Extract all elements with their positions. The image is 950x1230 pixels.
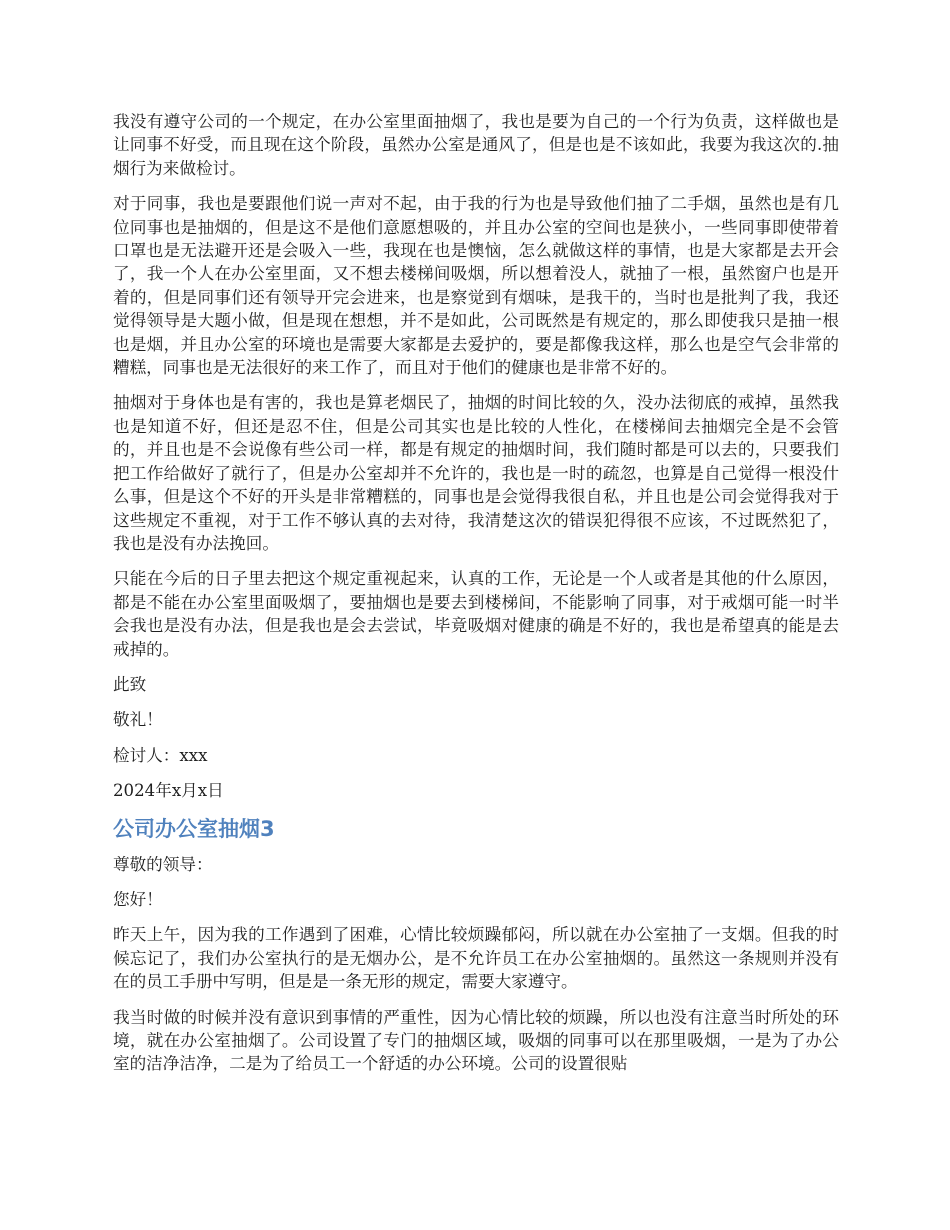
document-page [113,110,839,1088]
body-paragraph-2: 对于同事，我也是要跟他们说一声对不起，由于我的行为也是导致他们抽了二手烟，虽然也是有几位同事也是抽烟的，但是这不是他们意愿想吸的，并且办公室的空间也是狭小，一些同事即使带着口罩也是无法避开还是会吸入一些，我现在也是懊恼，怎么就做这样的事情，也是大家都是去开会了，我一个人在办公室里面，又不想去楼梯间吸烟，所以想着没人，就抽了一根，虽然窗户也是开着的，但是同事们还有领导开完会进来，也是察觉到有烟味，是我干的，当时也是批判了我，我还觉得领导是大题小做，但是现在想想，并不是如此，公司既然是有规定的，那么即使我只是抽一根也是烟，并且办公室的环境也是需要大家都是去爱护的，要是都像我这样，那么也是空气会非常的糟糕，同事也是无法很好的来工作了，而且对于他们的健康也是非常不好的。 [113,194,839,378]
section-greeting: 尊敬的领导： [113,854,213,874]
section-paragraph-2: 我当时做的时候并没有意识到事情的严重性，因为心情比较的烦躁，所以也没有注意当时所处的环境，就在办公室抽烟了。公司设置了专门的抽烟区域，吸烟的同事可以在那里吸烟，一是为了办公室的洁净洁净，二是为了给员工一个舒适的办公环境。公司的设置很贴 [113,1007,839,1074]
body-paragraph-1: 我没有遵守公司的一个规定，在办公室里面抽烟了，我也是要为自己的一个行为负责，这样做也是让同事不好受，而且现在这个阶段，虽然办公室是通风了，但是也是不该如此，我要为我这次的.抽烟行为来做检讨。 [113,112,839,178]
closing-respect: 敬礼！ [113,710,163,730]
section-heading: 公司办公室抽烟3 [113,816,275,841]
section-hello: 您好！ [113,889,163,909]
closing-salutation: 此致 [113,674,147,694]
closing-date: 2024年x月x日 [113,781,224,801]
closing-signer: 检讨人：xxx [113,745,208,765]
section-paragraph-1: 昨天上午，因为我的工作遇到了困难，心情比较烦躁郁闷，所以就在办公室抽了一支烟。但我的时候忘记了，我们办公室执行的是无烟办公，是不允许员工在办公室抽烟的。虽然这一条规则并没有在的员工手册中写明，但是是一条无形的规定，需要大家遵守。 [113,925,839,992]
body-paragraph-3: 抽烟对于身体也是有害的，我也是算老烟民了，抽烟的时间比较的久，没办法彻底的戒掉，虽然我也是知道不好，但还是忍不住，但是公司其实也是比较的人性化，在楼梯间去抽烟完全是不会管的，并且也是不会说像有些公司一样，都是有规定的抽烟时间，我们随时都是可以去的，只要我们把工作给做好了就行了，但是办公室却并不允许的，我也是一时的疏忽，也算是自己觉得一根没什么事，但是这个不好的开头是非常糟糕的，同事也是会觉得我很自私，并且也是公司会觉得我对于这些规定不重视，对于工作不够认真的去对待，我清楚这次的错误犯得很不应该，不过既然犯了，我也是没有办法挽回。 [113,393,839,553]
body-paragraph-4: 只能在今后的日子里去把这个规定重视起来，认真的工作，无论是一个人或者是其他的什么原因，都是不能在办公室里面吸烟了，要抽烟也是要去到楼梯间，不能影响了同事，对于戒烟可能一时半会我也是没有办法，但是我也是会去尝试，毕竟吸烟对健康的确是不好的，我也是希望真的能是去戒掉的。 [113,569,839,659]
